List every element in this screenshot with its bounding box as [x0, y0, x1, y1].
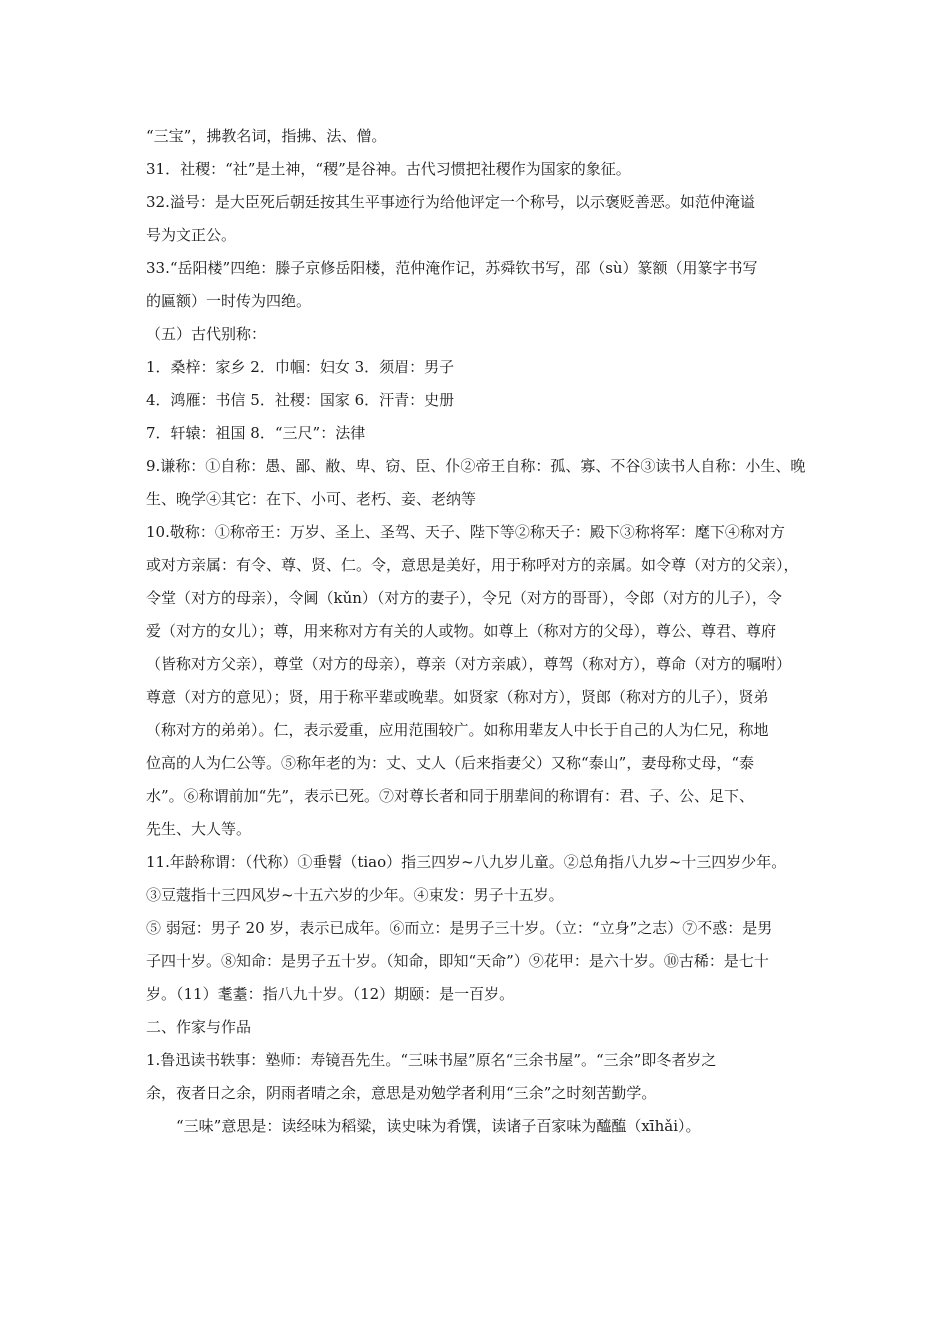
text-line: 9.谦称：①自称：愚、鄙、敝、卑、窃、臣、仆②帝王自称：孤、寡、不谷③读书人自称：小生、晚: [146, 457, 806, 475]
text-line: 1．桑梓：家乡 2．巾帼：妇女 3．须眉：男子: [146, 358, 455, 376]
text-line: ③豆蔻指十三四风岁~十五六岁的少年。④束发：男子十五岁。: [146, 886, 564, 904]
text-line: 余，夜者日之余，阴雨者晴之余，意思是劝勉学者利用“三余”之时刻苦勤学。: [146, 1084, 657, 1102]
text-line: 7．轩辕：祖国 8．“三尺”：法律: [146, 424, 366, 442]
text-line: 先生、大人等。: [146, 820, 252, 838]
text-line: 33.“岳阳楼”四绝：滕子京修岳阳楼，范仲淹作记，苏舜钦书写，邵（sù）篆额（用篆字书写: [146, 259, 758, 277]
text-line: 11.年龄称谓：（代称）①垂髫（tiao）指三四岁~八九岁儿童。②总角指八九岁~十三四岁少年。: [146, 853, 787, 871]
text-line: 1.鲁迅读书轶事：塾师：寿镜吾先生。“三味书屋”原名“三余书屋”。“三余”即冬者岁之: [146, 1051, 717, 1069]
text-line: 位高的人为仁公等。⑤称年老的为：丈、丈人（后来指妻父）又称“泰山”，妻母称丈母，“泰: [146, 754, 755, 772]
text-line: 生、晚学④其它：在下、小可、老朽、妾、老纳等: [146, 490, 477, 508]
text-line: “三宝”，拂教名词，指拂、法、僧。: [146, 127, 387, 145]
text-line: 号为文正公。: [146, 226, 237, 244]
text-line: 4．鸿雁：书信 5．社稷：国家 6．汗青：史册: [146, 391, 455, 409]
text-line: “三味”意思是：读经味为稻粱，读史味为肴馔，读诸子百家味为醯醢（xīhǎi）。: [176, 1117, 701, 1135]
section-heading: 二、作家与作品: [146, 1018, 252, 1036]
text-line: ⑤ 弱冠：男子 20 岁，表示已成年。⑥而立：是男子三十岁。（立：“立身”之志）⑦不惑：是男: [146, 919, 773, 937]
text-line: 尊意（对方的意见）；贤，用于称平辈或晚辈。如贤家（称对方），贤郎（称对方的儿子），贤弟: [146, 688, 769, 706]
text-line: 10.敬称：①称帝王：万岁、圣上、圣驾、天子、陛下等②称天子：殿下③称将军：麾下④称对方: [146, 523, 785, 541]
text-line: 爱（对方的女儿）；尊，用来称对方有关的人或物。如尊上（称对方的父母），尊公、尊君、尊府: [146, 622, 777, 640]
text-line: 水”。⑥称谓前加“先”，表示已死。⑦对尊长者和同于朋辈间的称谓有：君、子、公、足下、: [146, 787, 755, 805]
text-line: 或对方亲属：有令、尊、贤、仁。令，意思是美好，用于称呼对方的亲属。如令尊（对方的父亲），: [146, 556, 799, 574]
text-line: 子四十岁。⑧知命：是男子五十岁。（知命，即知“天命”）⑨花甲：是六十岁。⑩古稀：是七十: [146, 952, 769, 970]
text-line: 32.溢号：是大臣死后朝廷按其生平事迹行为给他评定一个称号，以示褒贬善恶。如范仲淹谥: [146, 193, 755, 211]
section-heading: （五）古代别称：: [146, 325, 267, 343]
text-line: 的匾额）一时传为四绝。: [146, 292, 312, 310]
text-line: 令堂（对方的母亲），令阃（kǔn）（对方的妻子），令兄（对方的哥哥），令郎（对方的儿子），令: [146, 589, 782, 607]
text-line: （皆称对方父亲），尊堂（对方的母亲），尊亲（对方亲戚），尊驾（称对方），尊命（对方的嘱咐）: [146, 655, 792, 673]
text-line: （称对方的弟弟）。仁，表示爱重，应用范围较广。如称用辈友人中长于自己的人为仁兄，称地: [146, 721, 769, 739]
text-line: 岁。（11）耄耋：指八九十岁。（12）期颐：是一百岁。: [146, 985, 515, 1003]
text-line: 31．社稷：“社”是土神，“稷”是谷神。古代习惯把社稷作为国家的象征。: [146, 160, 631, 178]
document-page: [146, 120, 814, 1143]
